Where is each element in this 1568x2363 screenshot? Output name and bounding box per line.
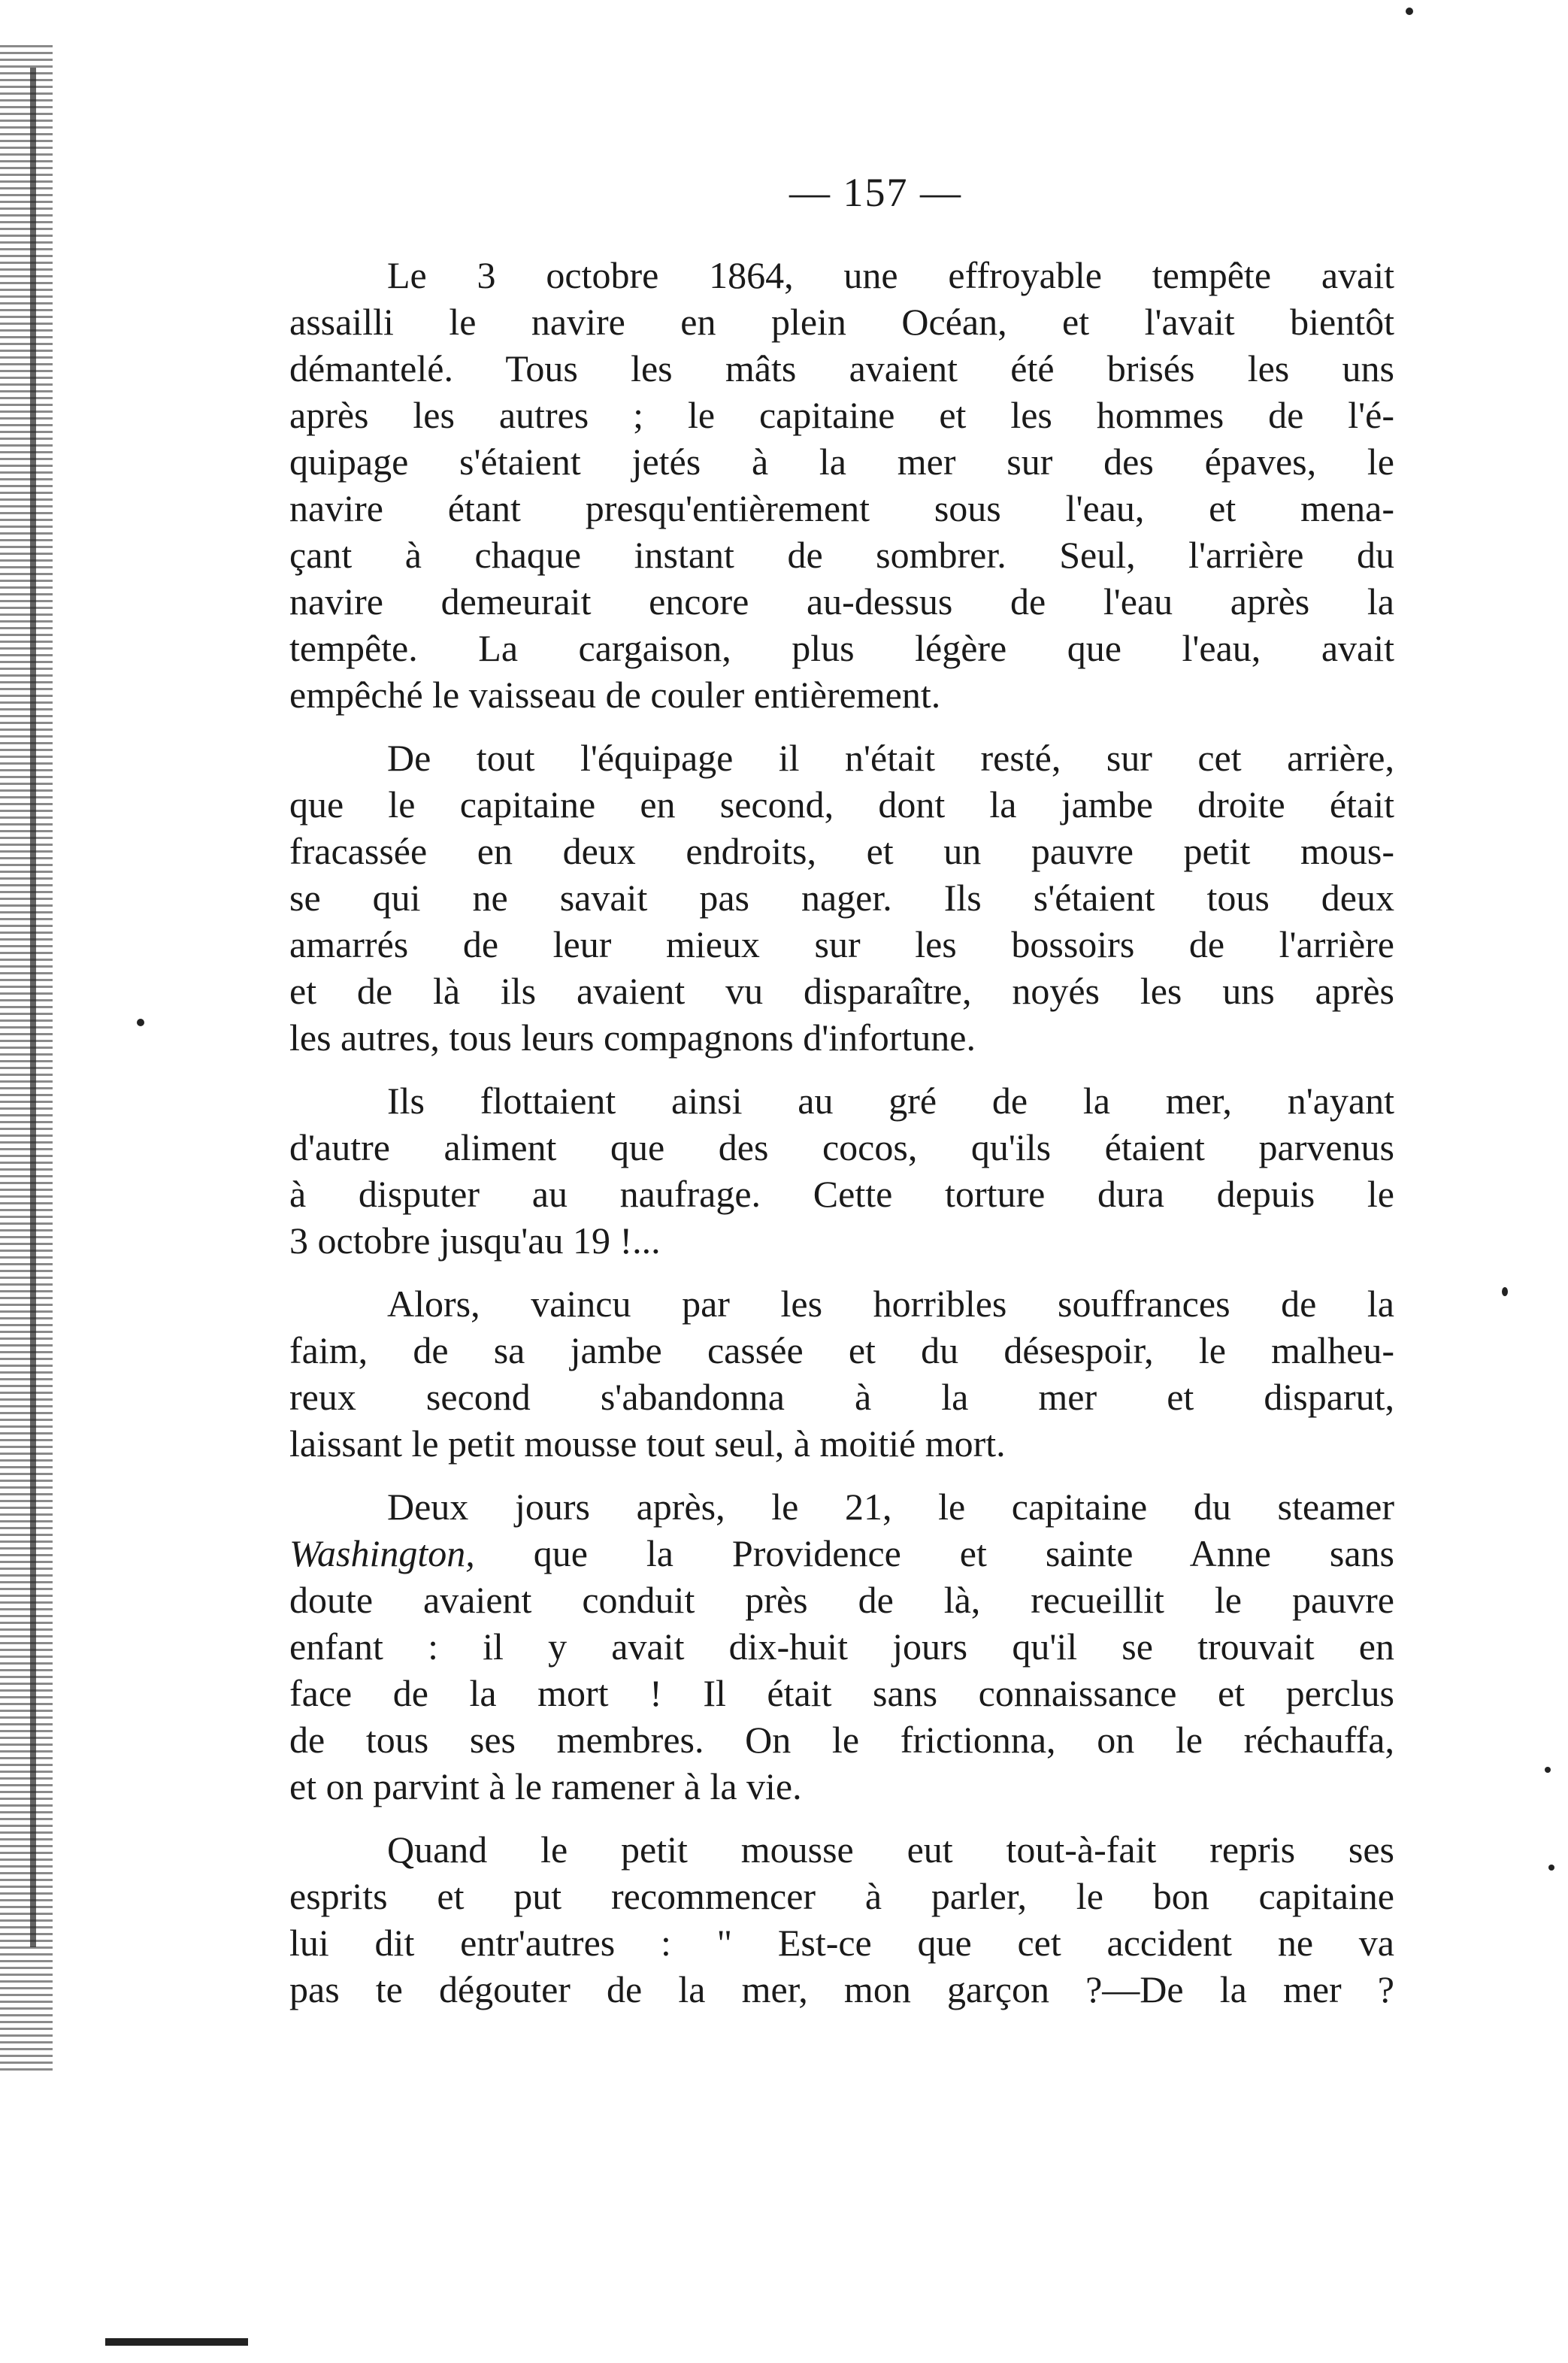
text-line: que le capitaine en second, dont la jambe droite était [289, 783, 1394, 826]
text-line: doute avaient conduit près de là, recueillit le pauvre [289, 1579, 1394, 1621]
paragraph-1 [289, 252, 1394, 718]
text-line: laissant le petit mousse tout seul, à moitié mort. [289, 1422, 1006, 1465]
text-line: navire étant presqu'entièrement sous l'eau, et mena- [289, 487, 1394, 529]
text-line: De tout l'équipage il n'était resté, sur cet arrière, [387, 737, 1394, 779]
text-line: lui dit entr'autres : " Est-ce que cet accident ne va [289, 1922, 1394, 1964]
text-line: enfant : il y avait dix-huit jours qu'il se trouvait en [289, 1625, 1394, 1668]
text-line: esprits et put recommencer à parler, le bon capitaine [289, 1875, 1394, 1917]
scan-edge-line [30, 68, 36, 1947]
text-line: Alors, vaincu par les horribles souffrances de la [387, 1283, 1394, 1325]
text-line: quipage s'étaient jetés à la mer sur des épaves, le [289, 441, 1394, 483]
text-fragment: que la Providence et sainte Anne sans [474, 1532, 1394, 1574]
text-line: 3 octobre jusqu'au 19 !... [289, 1219, 661, 1262]
paragraph-3 [289, 1077, 1394, 1264]
text-line: reux second s'abandonna à la mer et disparut, [289, 1376, 1394, 1418]
ship-name: Washington, [289, 1532, 475, 1574]
text-line: fracassée en deux endroits, et un pauvre petit mous- [289, 830, 1394, 872]
book-page [289, 169, 1394, 2029]
paragraph-4 [289, 1280, 1394, 1467]
text-line: se qui ne savait pas nager. Ils s'étaient tous deux [289, 877, 1394, 919]
text-line: navire demeurait encore au-dessus de l'eau après la [289, 580, 1394, 623]
paragraph-5 [289, 1483, 1394, 1810]
text-line: démantelé. Tous les mâts avaient été brisés les uns [289, 347, 1394, 389]
text-line: de tous ses membres. On le frictionna, on le réchauffa, [289, 1719, 1394, 1761]
text-line: après les autres ; le capitaine et les hommes de l'é- [289, 394, 1394, 436]
bottom-rule [105, 2338, 248, 2346]
scan-speck [1502, 1287, 1508, 1296]
scan-speck [137, 1019, 144, 1026]
text-line: Le 3 octobre 1864, une effroyable tempête avait [387, 254, 1394, 296]
text-line [289, 1530, 1394, 1577]
text-line: pas te dégouter de la mer, mon garçon ?—De la mer ? [289, 1968, 1394, 2010]
text-line: Deux jours après, le 21, le capitaine du steamer [387, 1486, 1394, 1528]
text-line: face de la mort ! Il était sans connaissance et perclus [289, 1672, 1394, 1714]
text-line: assailli le navire en plein Océan, et l'avait bientôt [289, 301, 1394, 343]
text-line: tempête. La cargaison, plus légère que l'eau, avait [289, 627, 1394, 669]
scan-speck [1545, 1767, 1551, 1773]
text-line: et de là ils avaient vu disparaître, noyés les uns après [289, 970, 1394, 1012]
text-line: faim, de sa jambe cassée et du désespoir, le malheu- [289, 1329, 1394, 1371]
paragraph-2 [289, 735, 1394, 1061]
text-line: à disputer au naufrage. Cette torture dura depuis le [289, 1173, 1394, 1215]
text-line: Quand le petit mousse eut tout-à-fait repris ses [387, 1828, 1394, 1871]
paragraph-6 [289, 1826, 1394, 2013]
text-line: çant à chaque instant de sombrer. Seul, l'arrière du [289, 534, 1394, 576]
text-line: amarrés de leur mieux sur les bossoirs de l'arrière [289, 923, 1394, 965]
text-line: d'autre aliment que des cocos, qu'ils étaient parvenus [289, 1126, 1394, 1168]
text-line: les autres, tous leurs compagnons d'infortune. [289, 1016, 976, 1059]
text-line: Ils flottaient ainsi au gré de la mer, n'ayant [387, 1080, 1394, 1122]
text-line: et on parvint à le ramener à la vie. [289, 1765, 802, 1807]
scan-speck [1406, 8, 1413, 15]
scan-speck [1548, 1865, 1554, 1871]
scan-edge-shadow [0, 45, 53, 2075]
text-line: empêché le vaisseau de couler entièrement. [289, 674, 941, 716]
page-number: — 157 — [789, 170, 962, 215]
